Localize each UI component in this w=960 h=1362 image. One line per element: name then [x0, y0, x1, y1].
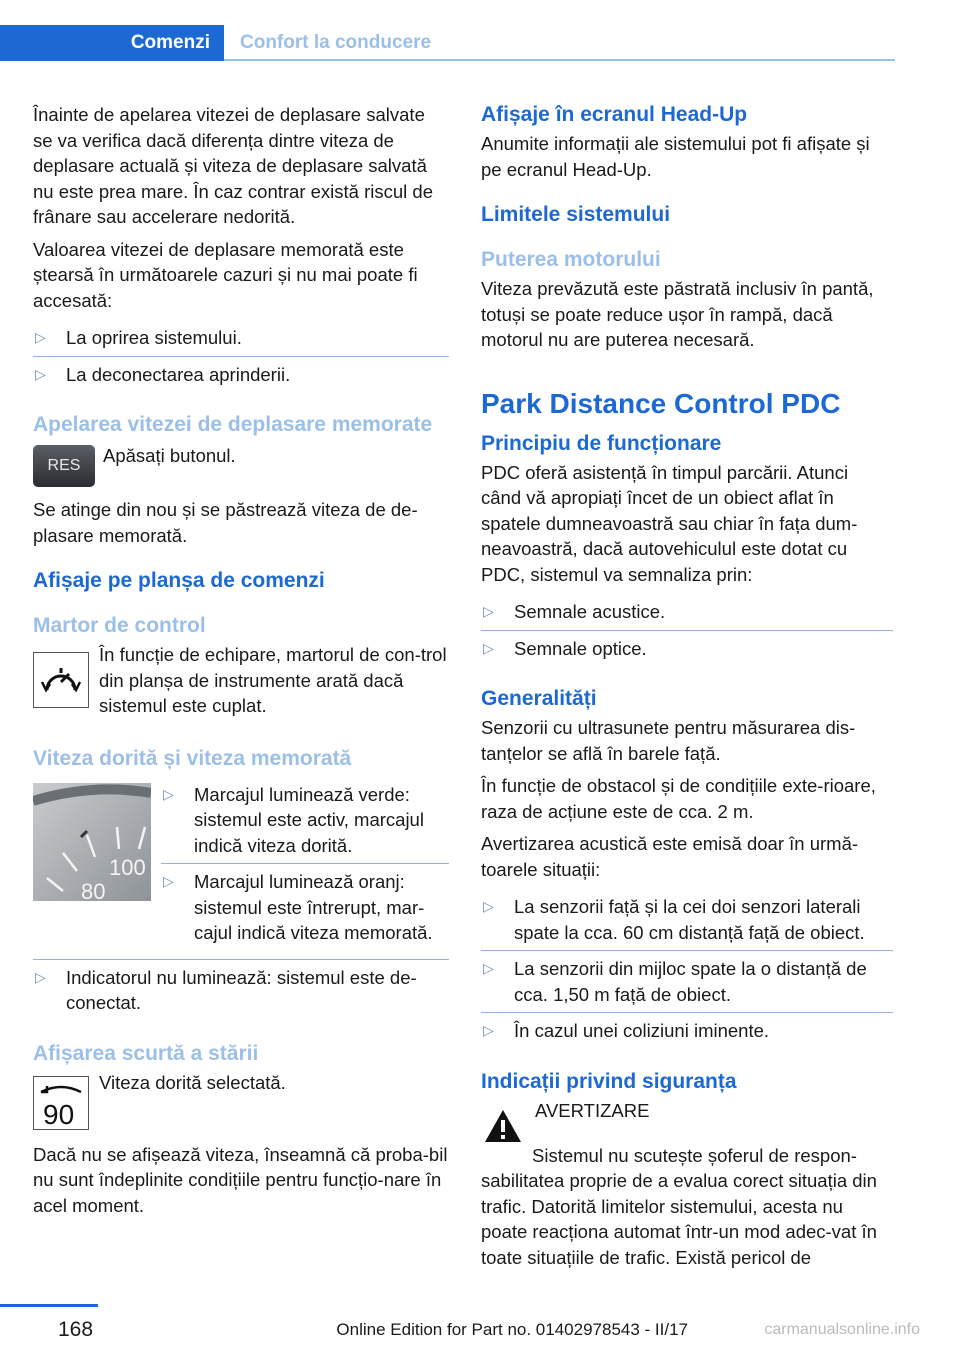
left-column	[33, 102, 449, 1225]
warning-title: AVERTIZARE	[535, 1099, 650, 1121]
list-item-text: La senzorii față și la cei doi senzori laterali spate la cca. 60 cm distanță față de obiect.	[514, 896, 865, 943]
gauge-label-100: 100	[109, 854, 146, 880]
heading-generalitati: Generalități	[481, 687, 597, 710]
warning-text: Sistemul nu scutește șoferul de respon-sabilitatea proprie de a evalua corect situația din trafic. Datorită limitelor sistemului, acesta nu poate reacționa automat într-un mod adec-vat în toate situațiile de trafic. Există pericol de	[481, 1144, 877, 1268]
cruise-control-indicator-icon	[33, 652, 89, 708]
speed-value: 90	[43, 1098, 75, 1128]
heading-headup: Afișaje în ecranul Head-Up	[481, 103, 748, 126]
gauge-label-80: 80	[81, 878, 106, 901]
paragraph: Înainte de apelarea vitezei de deplasare salvate se va verifica dacă diferența dintre viteza de deplasare actuală și viteza de deplasare salvată nu este prea mare. În caz contrar există riscul de frânare sau accelerare nedorită.	[33, 104, 433, 227]
tab-comenzi[interactable]: Comenzi	[0, 25, 224, 61]
tab-confort-la-conducere[interactable]: Confort la conducere	[240, 32, 432, 53]
bullet-list	[481, 594, 893, 666]
list-item-text: Marcajul luminează oranj: sistemul este întrerupt, mar-cajul indică viteza memorată.	[194, 871, 433, 943]
res-instruction: Apăsați butonul.	[103, 445, 236, 466]
list-item	[33, 357, 449, 393]
list-item-text: La oprirea sistemului.	[66, 327, 242, 348]
list-item-text: Indicatorul nu luminează: sistemul este de-conectat.	[66, 966, 417, 1013]
list-item-text: Semnale optice.	[514, 637, 647, 659]
paragraph: Se atinge din nou și se păstrează viteza de de-plasare memorată.	[33, 499, 418, 546]
heading-apelarea: Apelarea vitezei de deplasare memorate	[33, 413, 433, 436]
list-item-text: Marcajul luminează verde: sistemul este activ, marcajul indică viteza dorită.	[194, 783, 424, 856]
bullet-list	[481, 889, 893, 1049]
heading-viteza: Viteza dorită și viteza memorată	[33, 746, 352, 770]
list-item	[481, 951, 893, 1013]
triangle-bullet-icon: ▷	[483, 1022, 494, 1038]
triangle-bullet-icon: ▷	[483, 639, 494, 656]
list-item-text: La deconectarea aprinderii.	[66, 363, 291, 385]
right-column	[481, 102, 893, 1277]
triangle-bullet-icon: ▷	[163, 873, 174, 889]
heading-principiu: Principiu de funcționare	[481, 431, 722, 455]
list-item	[161, 777, 449, 865]
list-item-text: În cazul unei coliziuni iminente.	[514, 1020, 770, 1041]
bullet-list	[33, 320, 449, 392]
paragraph: Senzorii cu ultrasunete pentru măsurarea dis-tanțelor se află în barele față.	[481, 717, 856, 764]
triangle-bullet-icon: ▷	[483, 603, 494, 619]
heading-martor: Martor de control	[33, 614, 206, 637]
watermark: carmanualsonline.info	[764, 1321, 920, 1338]
triangle-bullet-icon: ▷	[35, 968, 46, 985]
heading-limitele: Limitele sistemului	[481, 203, 671, 226]
triangle-bullet-icon: ▷	[35, 365, 46, 382]
paragraph: Avertizarea acustică este emisă doar în urmă-toarele situații:	[481, 833, 859, 880]
footer-rule	[0, 1304, 98, 1307]
triangle-bullet-icon: ▷	[483, 898, 494, 914]
list-item	[481, 594, 893, 631]
heading-indicatii: Indicații privind siguranța	[481, 1069, 737, 1093]
speed-status-icon	[33, 1076, 89, 1130]
heading-scurta: Afișarea scurtă a stării	[33, 1041, 259, 1065]
tab-underline	[224, 59, 895, 61]
page-number: 168	[58, 1318, 94, 1341]
list-item-text: La senzorii din mijloc spate la o distanță de cca. 1,50 m față de obiect.	[514, 958, 867, 1005]
header-tabs	[0, 25, 895, 61]
triangle-bullet-icon: ▷	[483, 960, 494, 976]
paragraph: În funcție de obstacol și de condițiile exte-rioare, raza de acțiune este de cca. 2 m.	[481, 775, 876, 822]
res-button-icon: RES	[33, 445, 95, 487]
bullet-list	[161, 777, 449, 951]
paragraph: Dacă nu se afișează viteza, înseamnă că proba-bil nu sunt îndeplinite condițiile pentru funcțio-nare în acel moment.	[33, 1143, 448, 1216]
paragraph: PDC oferă asistență în timpul parcării. Atunci când vă apropiați încet de un obiect aflat în spatele dumneavoastră sau chiar în fața dum-neavoastră, dacă autovehiculul este dotat cu PDC, sistemul va semnaliza prin:	[481, 461, 858, 585]
paragraph: Anumite informații ale sistemului pot fi afișate și pe ecranul Head-Up.	[481, 133, 870, 180]
heading-puterea: Puterea motorului	[481, 248, 661, 271]
warning-triangle-icon	[483, 1108, 523, 1144]
list-item	[481, 631, 893, 667]
bullet-list	[33, 959, 449, 1021]
edition-info: Online Edition for Part no. 01402978543 - II/17	[336, 1320, 688, 1339]
paragraph: Viteza prevăzută este păstrată inclusiv în pantă, totuși se poate reduce ușor în rampă, dacă motorul nu are puterea necesară.	[481, 278, 874, 350]
list-item	[481, 889, 893, 951]
list-item	[33, 320, 449, 357]
speedometer-image	[33, 783, 151, 901]
paragraph: Valoarea vitezei de deplasare memorată este ștearsă în următoarele cazuri și nu mai poate fi accesată:	[33, 238, 418, 311]
scurta-text: Viteza dorită selectată.	[99, 1071, 286, 1093]
list-item	[481, 1013, 893, 1049]
triangle-bullet-icon: ▷	[35, 329, 46, 345]
list-item	[161, 864, 449, 951]
list-item	[33, 960, 449, 1021]
heading-pdc: Park Distance Control PDC	[481, 387, 841, 419]
martor-text: În funcție de echipare, martorul de con-trol din planșa de instrumente arată dacă sistemul este cuplat.	[99, 644, 447, 716]
heading-afisaje: Afișaje pe planșa de comenzi	[33, 569, 325, 592]
list-item-text: Semnale acustice.	[514, 601, 666, 622]
triangle-bullet-icon: ▷	[163, 785, 174, 802]
